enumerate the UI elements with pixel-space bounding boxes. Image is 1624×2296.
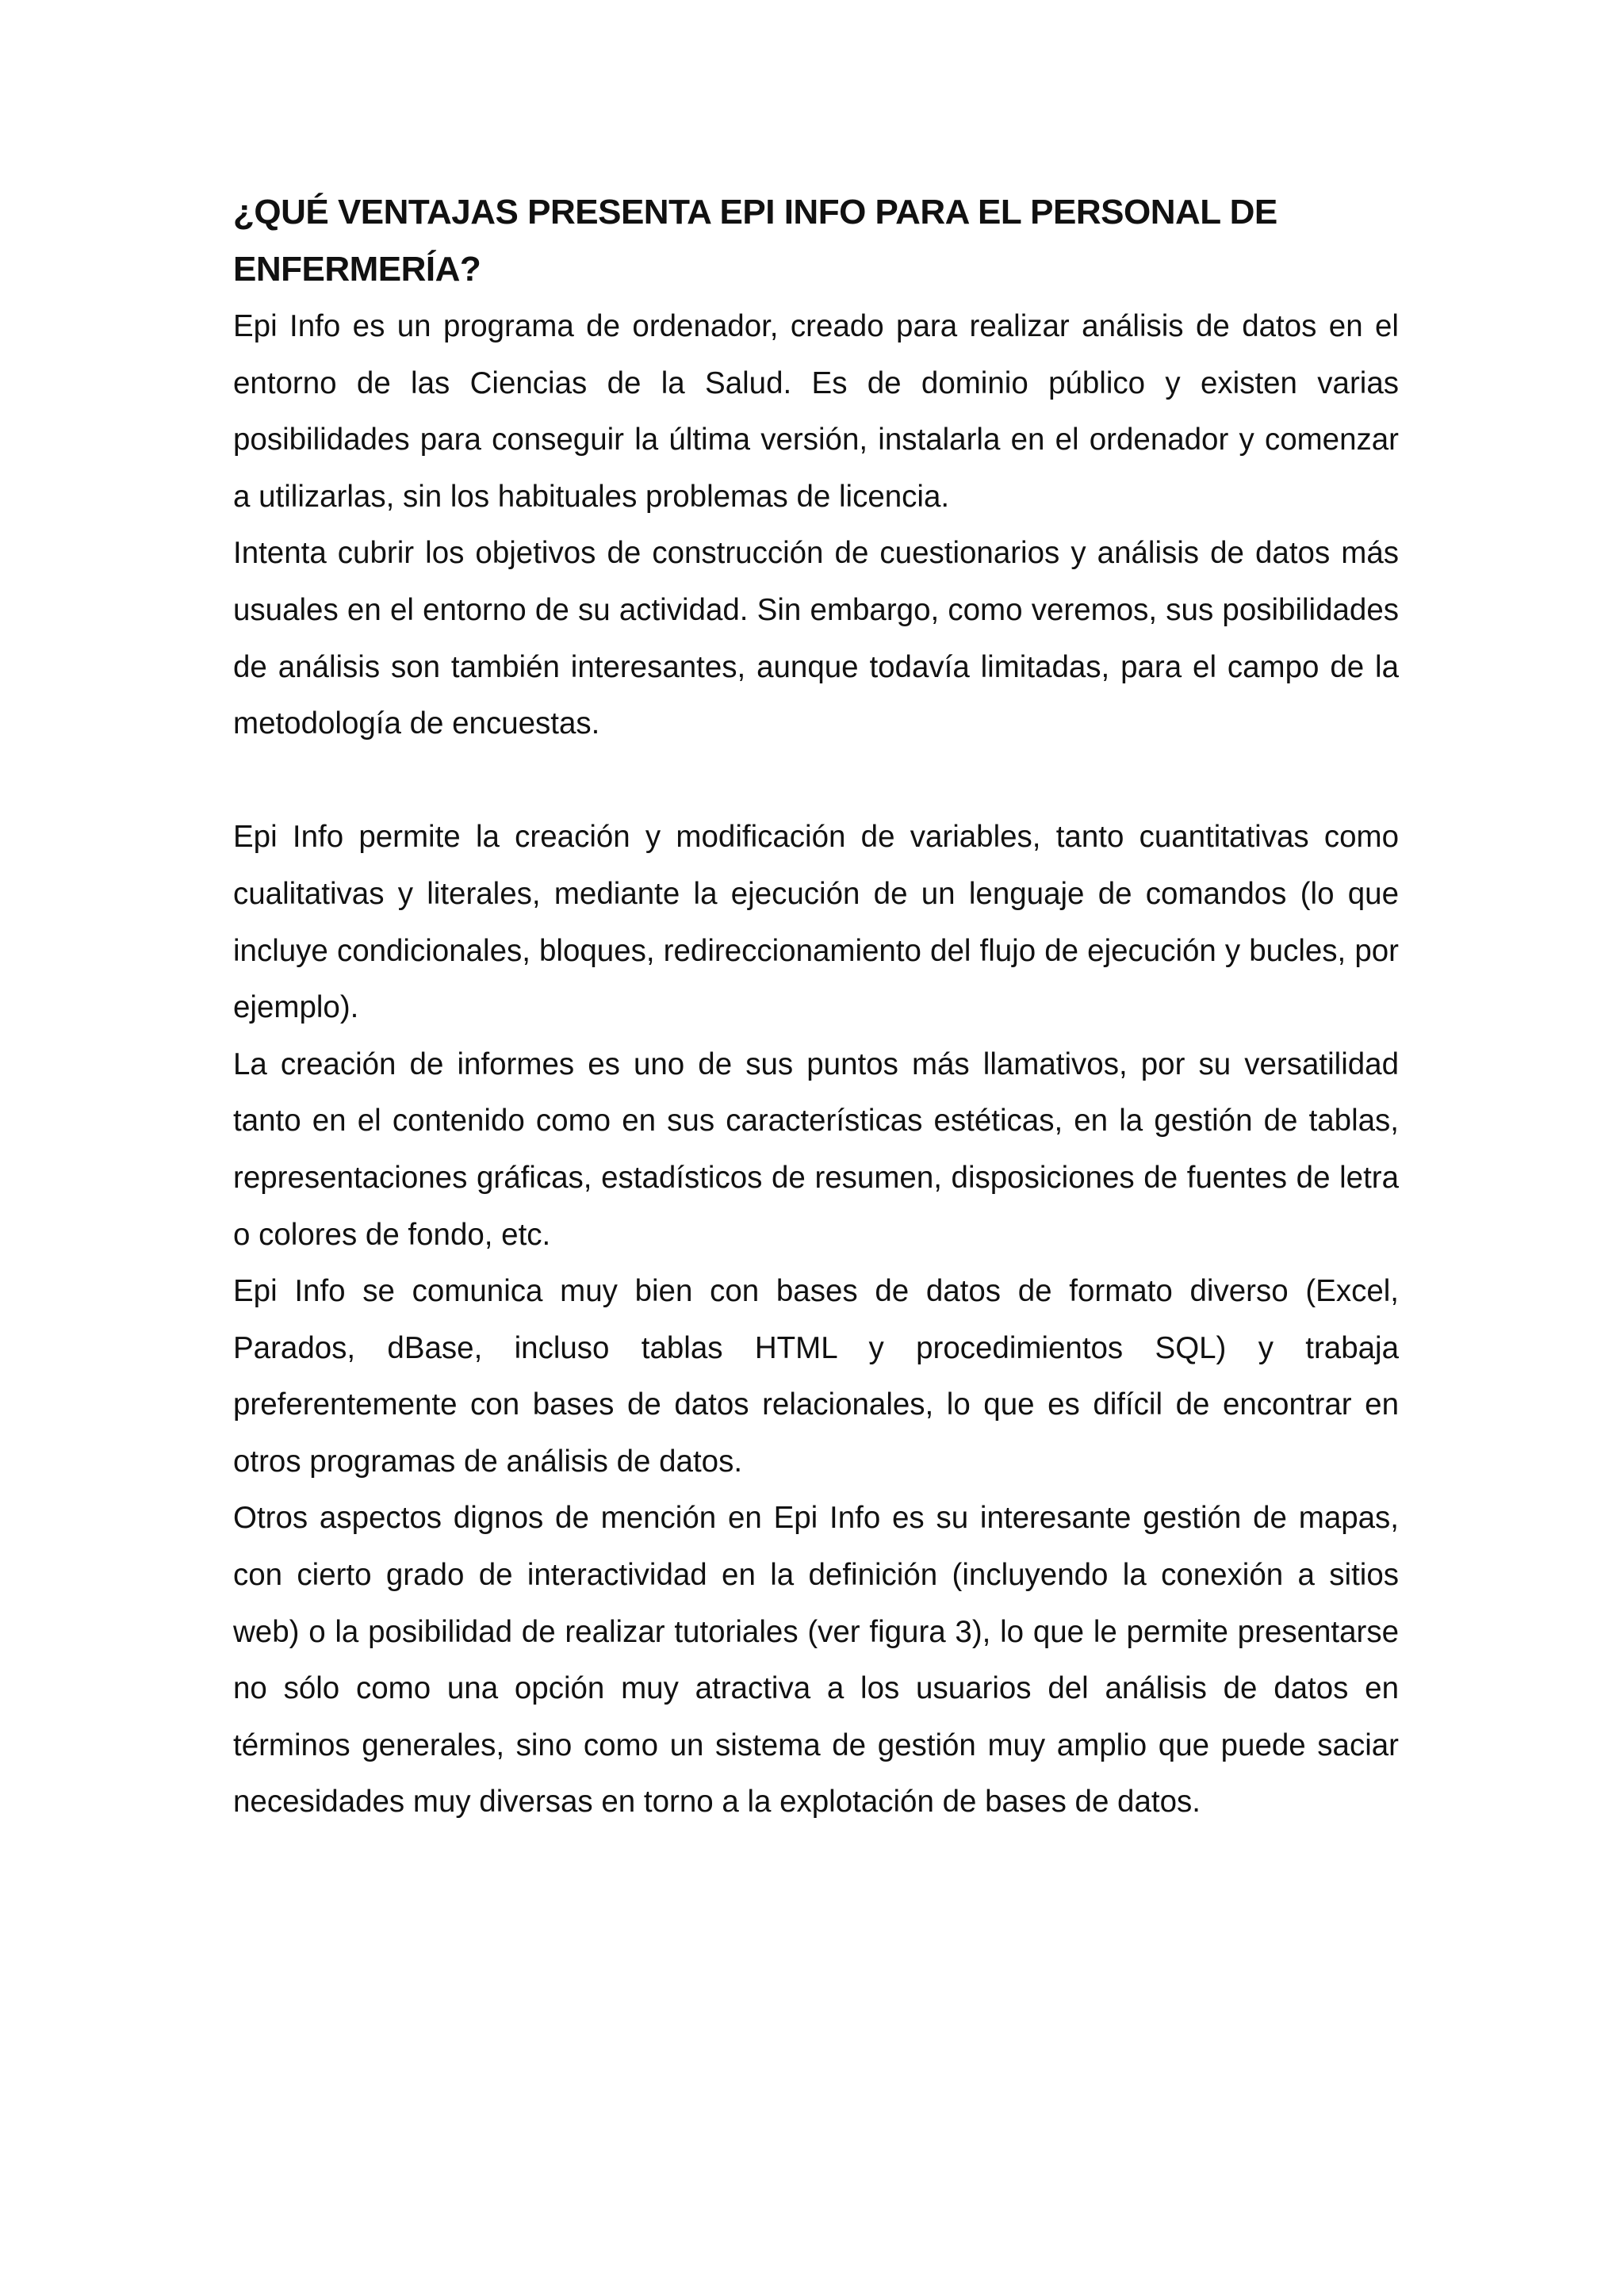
paragraph-5: Epi Info se comunica muy bien con bases de datos de formato diverso (Excel, Parados, dBase, incluso tablas HTML y procedimientos SQL) y trabaja preferentemente con bases de datos relacionales, lo que es difícil de encontrar en otros programas de análisis de datos. [233, 1274, 1399, 1479]
paragraph-gap [233, 752, 1399, 809]
paragraph-3: Epi Info permite la creación y modificación de variables, tanto cuantitativas como cualitativas y literales, mediante la ejecución de un lenguaje de comandos (lo que incluye condicionales, bloques, redireccionamiento del flujo de ejecución y bucles, por ejemplo). [233, 820, 1399, 1025]
paragraph-6: Otros aspectos dignos de mención en Epi Info es su interesante gestión de mapas, con cierto grado de interactividad en la definición (incluyendo la conexión a sitios web) o la posibilidad de realizar tutoriales (ver figura 3), lo que le permite presentarse no sólo como una opción muy atractiva a los usuarios del análisis de datos en términos generales, sino como un sistema de gestión muy amplio que puede saciar necesidades muy diversas en torno a la explotación de bases de datos. [233, 1501, 1399, 1820]
paragraph-1: Epi Info es un programa de ordenador, creado para realizar análisis de datos en el entorno de las Ciencias de la Salud. Es de dominio público y existen varias posibilidades para conseguir la última versión, instalarla en el ordenador y comenzar a utilizarlas, sin los habituales problemas de licencia. [233, 309, 1399, 514]
document-title: ¿QUÉ VENTAJAS PRESENTA EPI INFO PARA EL PERSONAL DE ENFERMERÍA? [233, 193, 1277, 289]
paragraph-2: Intenta cubrir los objetivos de construcción de cuestionarios y análisis de datos más usuales en el entorno de su actividad. Sin embargo, como veremos, sus posibilidades de análisis son también interesantes, aunque todavía limitadas, para el campo de la metodología de encuestas. [233, 536, 1399, 741]
paragraph-4: La creación de informes es uno de sus puntos más llamativos, por su versatilidad tanto en el contenido como en sus características estéticas, en la gestión de tablas, representaciones gráficas, estadísticos de resumen, disposiciones de fuentes de letra o colores de fondo, etc. [233, 1047, 1399, 1252]
document-content [233, 184, 1399, 1831]
